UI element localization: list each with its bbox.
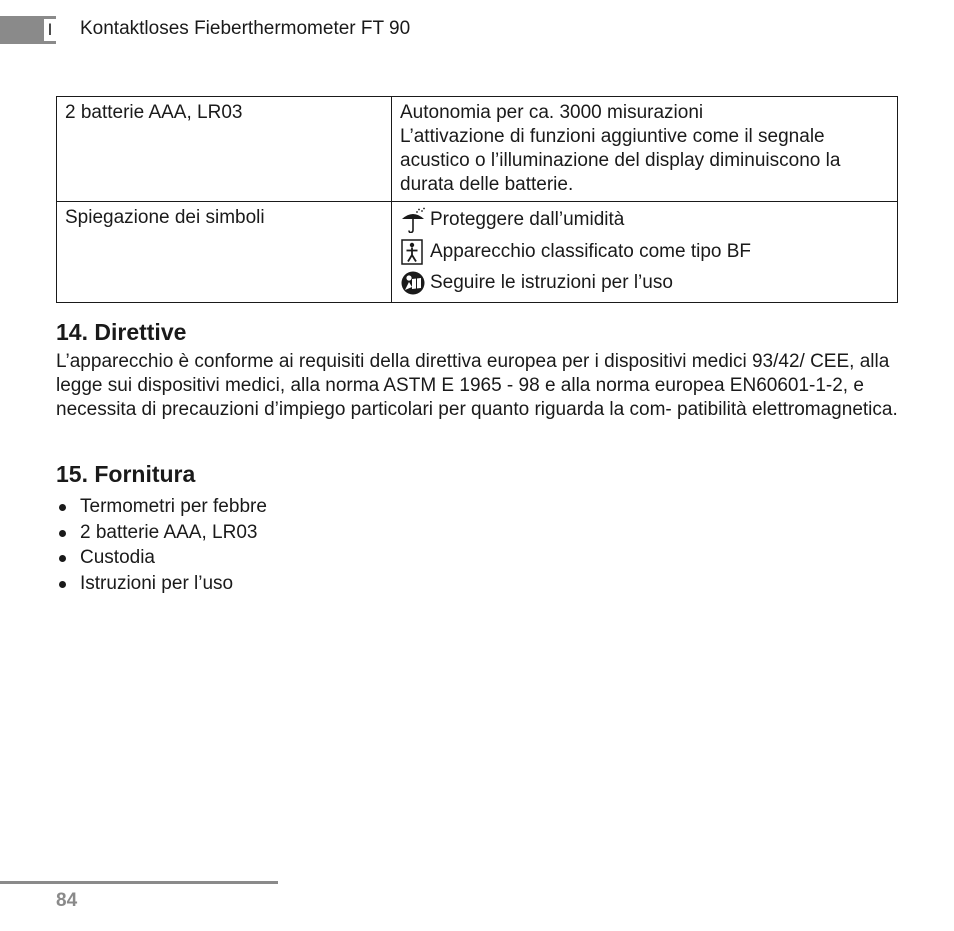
type-bf-person-icon bbox=[400, 239, 426, 265]
table-row bbox=[57, 202, 898, 303]
list-item: 2 batterie AAA, LR03 bbox=[56, 520, 898, 546]
list-item: Termometri per febbre bbox=[56, 494, 898, 520]
language-marker: I bbox=[44, 19, 56, 41]
footer-rule bbox=[0, 881, 278, 884]
table-row bbox=[57, 97, 898, 202]
spec-value-batteries bbox=[392, 97, 898, 202]
symbol-text-instructions: Seguire le istruzioni per l’uso bbox=[430, 271, 673, 293]
directives-body-text: L’apparecchio è conforme ai requisiti della direttiva europea per i dispositivi medici 93/42/ CEE, alla legge sui dispositivi medici, alla norma ASTM E 1965 - 98 e alla norma europea EN60601-1-2, e necessita di precauzioni d’impiego particolari per quanto riguarda la com- patibilità elettromagnetica. bbox=[56, 351, 898, 420]
page-number: 84 bbox=[56, 890, 78, 911]
umbrella-rain-icon bbox=[400, 207, 426, 233]
spec-label-batteries: 2 batterie AAA, LR03 bbox=[57, 97, 392, 202]
section-heading-directives: 14. Direttive bbox=[56, 319, 187, 345]
section-directives bbox=[56, 318, 898, 422]
section-supply bbox=[56, 460, 898, 596]
symbol-text-type-bf: Apparecchio classificato come tipo BF bbox=[430, 240, 752, 262]
symbol-text-humidity: Proteggere dall’umidità bbox=[430, 209, 625, 230]
symbol-row-humidity bbox=[400, 204, 889, 236]
symbol-row-type-bf bbox=[400, 236, 889, 267]
battery-autonomy-text: Autonomia per ca. 3000 misurazioni bbox=[400, 102, 704, 123]
running-header-title: Kontaktloses Fieberthermometer FT 90 bbox=[80, 18, 411, 39]
symbol-row-instructions bbox=[400, 267, 889, 298]
spec-label-symbols: Spiegazione dei simboli bbox=[57, 202, 392, 303]
battery-note-text: L’attivazione di funzioni aggiuntive come il segnale acustico o l’illuminazione del display diminuiscono la durata delle batterie. bbox=[400, 126, 841, 195]
list-item: Istruzioni per l’uso bbox=[56, 571, 898, 597]
spec-value-symbols bbox=[392, 202, 898, 303]
header-language-tab bbox=[0, 16, 56, 44]
section-heading-supply: 15. Fornitura bbox=[56, 461, 196, 487]
supply-list bbox=[56, 494, 898, 596]
list-item: Custodia bbox=[56, 545, 898, 571]
spec-table bbox=[56, 96, 898, 303]
read-instructions-icon bbox=[400, 270, 426, 296]
